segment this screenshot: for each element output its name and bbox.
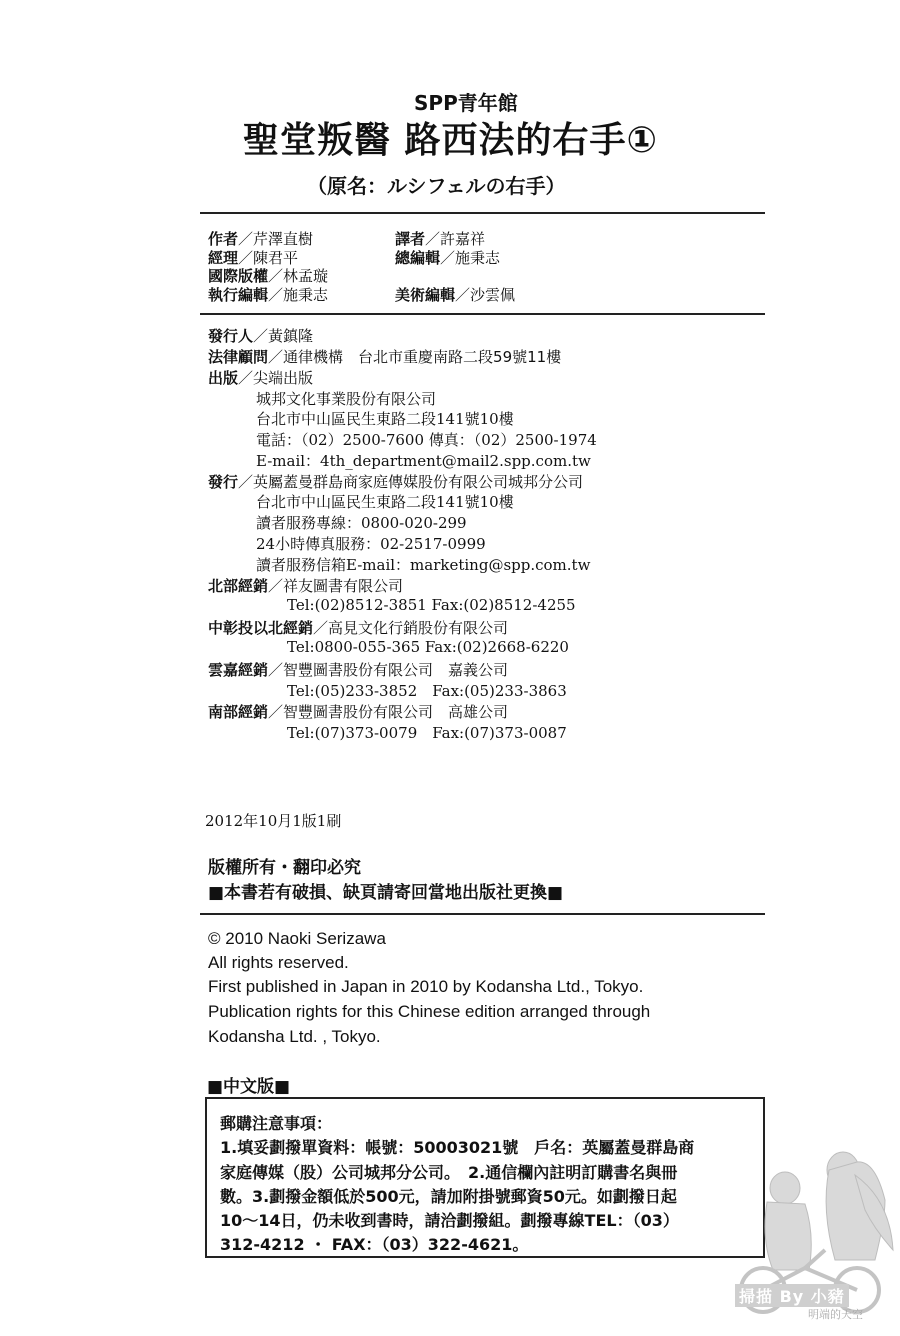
press-phone: 電話：（02）2500-7600 傳真：（02）2500-1974: [256, 431, 597, 449]
press-email: E-mail：4th_department@mail2.spp.com.tw: [256, 452, 591, 470]
distributor-value: 英屬蓋曼群島商家庭傳媒股份有限公司城邦分公司: [253, 473, 584, 491]
mail-order-line: 1.填妥劃撥單資料：帳號：50003021號 戶名：英屬蓋曼群島商: [220, 1138, 695, 1157]
central-value: 高見文化行銷股份有限公司: [328, 619, 509, 637]
credit-label: 作者: [208, 230, 239, 248]
credit-chief-editor: 總編輯／施秉志: [395, 249, 501, 267]
distributor-label: 發行: [208, 473, 239, 491]
mail-order-box: [205, 1097, 765, 1258]
credit-value: 陳君平: [253, 249, 299, 267]
publisher-label: 發行人: [208, 327, 254, 345]
watermark-subtext: 明端的天空: [808, 1308, 863, 1321]
credit-manager: 經理／陳君平: [208, 249, 299, 267]
mail-order-heading: 郵購注意事項：: [220, 1114, 333, 1133]
credit-value: 許嘉祥: [440, 230, 486, 248]
credit-value: 施秉志: [455, 249, 501, 267]
credit-author: 作者／芹澤直樹: [208, 230, 314, 248]
credit-label: 總編輯: [395, 249, 441, 267]
rights-line: © 2010 Naoki Serizawa: [208, 929, 386, 948]
divider: [200, 212, 765, 214]
press-value: 尖端出版: [253, 369, 314, 387]
credit-value: 施秉志: [283, 286, 329, 304]
distributor-fax: 24小時傳真服務：02-2517-0999: [256, 535, 486, 553]
rights-line: First published in Japan in 2010 by Kodansha Ltd., Tokyo.: [208, 977, 644, 996]
rights-line: Kodansha Ltd. , Tokyo.: [208, 1027, 381, 1046]
credit-intl-rights: 國際版權／林孟璇: [208, 267, 329, 285]
legal-label: 法律顧問: [208, 348, 269, 366]
credit-label: 美術編輯: [395, 286, 456, 304]
yunjia-label: 雲嘉經銷: [208, 661, 269, 679]
chinese-edition-heading: ■中文版■: [207, 1077, 291, 1097]
copyright-notice: 版權所有・翻印必究: [208, 858, 361, 878]
rights-line: All rights reserved.: [208, 953, 349, 972]
original-title: （原名：ルシフェルの右手）: [307, 174, 566, 198]
north-distributor-line: 北部經銷／祥友圖書有限公司: [208, 577, 404, 595]
rights-line: Publication rights for this Chinese edition arranged through: [208, 1002, 651, 1021]
distributor-address: 台北市中山區民生東路二段141號10樓: [256, 493, 514, 511]
edition: 2012年10月1版1刷: [205, 812, 342, 830]
press-line: 出版／尖端出版: [208, 369, 314, 387]
mail-order-line: 家庭傳媒（股）公司城邦分公司。 2.通信欄內註明訂購書名與冊: [220, 1163, 678, 1182]
publisher-value: 黃鎮隆: [268, 327, 314, 345]
central-label: 中彰投以北經銷: [208, 619, 314, 637]
central-tel: Tel:0800-055-365 Fax:(02)2668-6220: [287, 638, 569, 656]
yunjia-value: 智豐圖書股份有限公司 嘉義公司: [283, 661, 509, 679]
north-value: 祥友圖書有限公司: [283, 577, 404, 595]
legal-value: 通律機構 台北市重慶南路二段59號11樓: [283, 348, 562, 366]
legal-line: 法律顧問／通律機構 台北市重慶南路二段59號11樓: [208, 348, 562, 366]
north-tel: Tel:(02)8512-3851 Fax:(02)8512-4255: [287, 596, 576, 614]
credit-value: 沙雲佩: [470, 286, 516, 304]
credit-exec-editor: 執行編輯／施秉志: [208, 286, 329, 304]
divider: [200, 313, 765, 315]
mail-order-line: 10～14日，仍未收到書時，請洽劃撥組。劃撥專線TEL：（03）: [220, 1211, 679, 1230]
damage-notice: ■本書若有破損、缺頁請寄回當地出版社更換■: [208, 883, 564, 903]
south-tel: Tel:(07)373-0079 Fax:(07)373-0087: [287, 724, 567, 742]
publisher-line: 發行人／黃鎮隆: [208, 327, 314, 345]
mail-order-line: 數。3.劃撥金額低於500元，請加附掛號郵資50元。如劃撥日起: [220, 1187, 677, 1206]
central-distributor-line: 中彰投以北經銷／高見文化行銷股份有限公司: [208, 619, 509, 637]
book-title: 聖堂叛醫 路西法的右手①: [243, 120, 659, 161]
credit-translator: 譯者／許嘉祥: [395, 230, 486, 248]
credit-label: 譯者: [395, 230, 426, 248]
yunjia-tel: Tel:(05)233-3852 Fax:(05)233-3863: [287, 682, 567, 700]
imprint: SPP青年館: [414, 91, 518, 115]
credit-label: 國際版權: [208, 267, 269, 285]
divider: [200, 913, 765, 915]
credit-value: 芹澤直樹: [253, 230, 314, 248]
south-value: 智豐圖書股份有限公司 高雄公司: [283, 703, 509, 721]
yunjia-distributor-line: 雲嘉經銷／智豐圖書股份有限公司 嘉義公司: [208, 661, 509, 679]
distributor-service: 讀者服務專線：0800-020-299: [256, 514, 467, 532]
mail-order-line: 312-4212 ・ FAX：（03）322-4621。: [220, 1235, 529, 1254]
watermark-text: 掃描 By 小豬: [735, 1284, 849, 1307]
press-address: 台北市中山區民生東路二段141號10樓: [256, 410, 514, 428]
credit-label: 經理: [208, 249, 239, 267]
north-label: 北部經銷: [208, 577, 269, 595]
distributor-email: 讀者服務信箱E-mail：marketing@spp.com.tw: [256, 556, 591, 574]
press-company: 城邦文化事業股份有限公司: [256, 390, 437, 408]
credit-value: 林孟璇: [283, 267, 329, 285]
south-label: 南部經銷: [208, 703, 269, 721]
distributor-line: 發行／英屬蓋曼群島商家庭傳媒股份有限公司城邦分公司: [208, 473, 584, 491]
credit-label: 執行編輯: [208, 286, 269, 304]
credit-art-editor: 美術編輯／沙雲佩: [395, 286, 516, 304]
south-distributor-line: 南部經銷／智豐圖書股份有限公司 高雄公司: [208, 703, 509, 721]
press-label: 出版: [208, 369, 239, 387]
